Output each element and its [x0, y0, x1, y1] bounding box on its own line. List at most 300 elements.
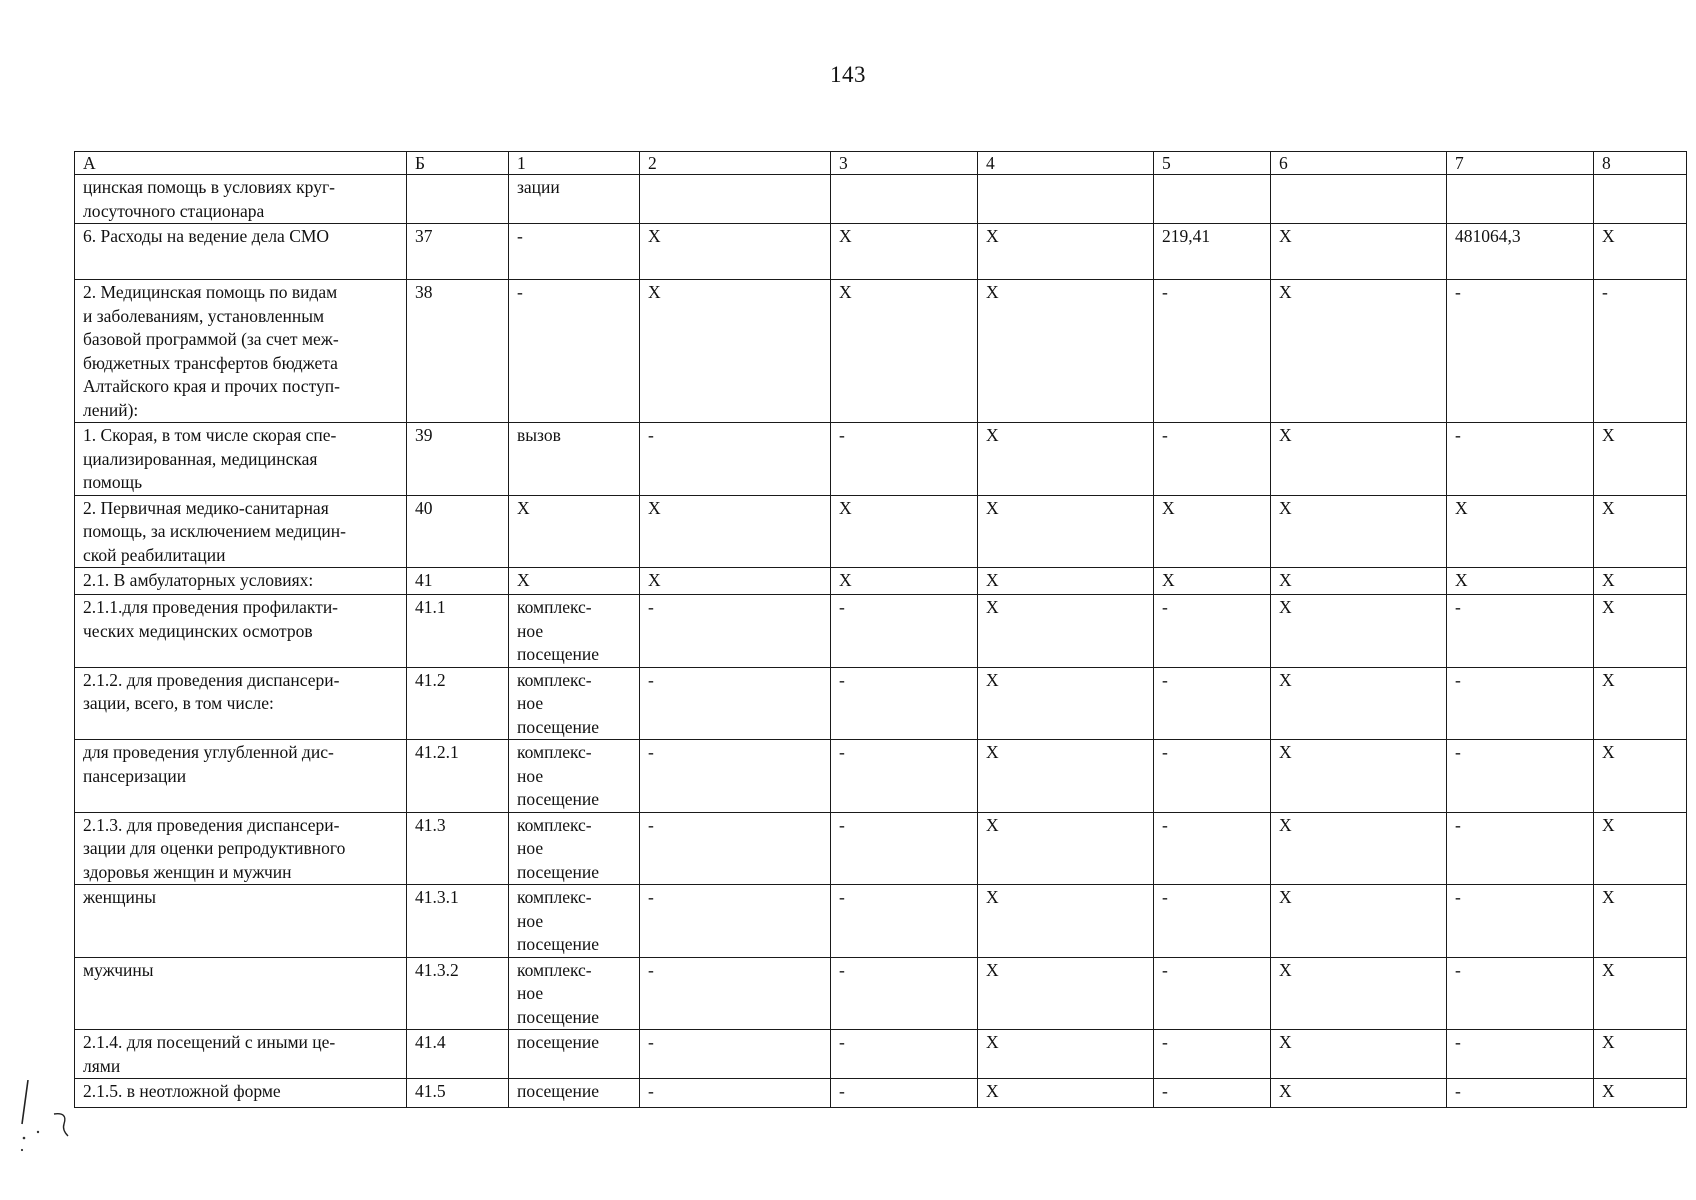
cell-col-7 — [1447, 175, 1594, 224]
handwritten-mark — [16, 1080, 76, 1160]
cell-text-line: комплекс- — [517, 887, 592, 907]
cell-col-8 — [1594, 224, 1687, 280]
cell-col-7 — [1447, 224, 1594, 280]
cell-col-6 — [1271, 423, 1447, 496]
cell-col-2 — [640, 740, 831, 813]
cell-text-line: - — [839, 887, 845, 907]
cell-text-line: X — [1602, 570, 1615, 590]
cell-line-code — [407, 175, 509, 224]
cell-col-4 — [978, 1030, 1154, 1079]
column-header: 8 — [1594, 152, 1687, 175]
cell-line-code — [407, 1030, 509, 1079]
cell-description — [75, 495, 407, 568]
cell-col-3 — [831, 1030, 978, 1079]
cell-text-line: - — [1455, 1081, 1461, 1101]
cell-col-2 — [640, 1079, 831, 1108]
cell-text-line: - — [1602, 282, 1608, 302]
cell-text-line: X — [648, 282, 661, 302]
cell-text-line: женщины — [83, 887, 156, 907]
cell-col-5 — [1154, 224, 1271, 280]
cell-col-4 — [978, 224, 1154, 280]
cell-unit — [509, 224, 640, 280]
cell-text-line: X — [1279, 282, 1292, 302]
cell-col-2 — [640, 280, 831, 423]
cell-text-line: комплекс- — [517, 742, 592, 762]
cell-text-line: X — [1602, 669, 1615, 690]
cell-col-5 — [1154, 423, 1271, 496]
cell-text-line: лений): — [83, 399, 139, 420]
cell-col-6 — [1271, 885, 1447, 958]
cell-text-line: - — [1455, 959, 1461, 980]
cell-text-line: 2. Первичная медико-санитарная — [83, 497, 329, 518]
cell-text-line: 2.1.5. в неотложной форме — [83, 1081, 281, 1101]
cell-text-line: Алтайского края и прочих поступ- — [83, 376, 340, 396]
cell-col-8 — [1594, 175, 1687, 224]
cell-text-line: - — [648, 814, 654, 835]
cell-col-8 — [1594, 1079, 1687, 1108]
cell-col-3 — [831, 423, 978, 496]
cell-text-line: X — [986, 597, 999, 617]
cell-text-line: посещение — [517, 716, 600, 737]
cell-text-line: - — [839, 1081, 845, 1101]
cell-col-8 — [1594, 740, 1687, 813]
cell-col-7 — [1447, 1079, 1594, 1108]
row-reproductive-dispensarization — [75, 812, 1687, 885]
cell-col-2 — [640, 885, 831, 958]
cell-text-line: ческих медицинских осмотров — [83, 620, 313, 641]
cell-line-code — [407, 280, 509, 423]
cell-description — [75, 957, 407, 1030]
cell-unit — [509, 280, 640, 423]
cell-line-code — [407, 885, 509, 958]
cell-col-6 — [1271, 224, 1447, 280]
cell-col-4 — [978, 568, 1154, 595]
cell-text-line: - — [1455, 887, 1461, 907]
table-body — [75, 175, 1687, 1108]
cell-text-line: 2. Медицинская помощь по видам — [83, 282, 338, 302]
cell-text-line: 2.1.3. для проведения диспансери- — [83, 814, 340, 835]
cell-text-line: X — [1162, 497, 1175, 518]
cell-text-line: комплекс- — [517, 597, 592, 617]
cell-text-line: X — [1455, 570, 1468, 590]
cell-text-line: зации, всего, в том числе: — [83, 693, 274, 713]
cell-text-line: X — [1279, 226, 1292, 246]
cell-text-line: 41.3.2 — [415, 959, 459, 980]
cell-text-line: - — [1162, 425, 1168, 445]
cell-text-line: X — [839, 226, 852, 246]
cell-col-4 — [978, 740, 1154, 813]
cell-text-line: 2.1.4. для посещений с иными це- — [83, 1032, 336, 1052]
cell-text-line: вызов — [517, 425, 561, 445]
cell-text-line: X — [986, 425, 999, 445]
cell-unit — [509, 495, 640, 568]
cell-text-line: 1. Скорая, в том числе скорая спе- — [83, 425, 337, 445]
cell-col-7 — [1447, 280, 1594, 423]
cell-text-line: посещение — [517, 644, 600, 664]
cell-text-line: X — [986, 570, 999, 590]
cell-text-line: пансеризации — [83, 765, 187, 786]
data-table — [74, 151, 1687, 1108]
cell-text-line: - — [839, 597, 845, 617]
cell-line-code — [407, 812, 509, 885]
cell-text-line: X — [986, 282, 999, 302]
cell-text-line: X — [1279, 597, 1292, 617]
cell-col-8 — [1594, 495, 1687, 568]
cell-col-6 — [1271, 957, 1447, 1030]
cell-text-line: - — [648, 669, 654, 690]
cell-text-line: - — [1162, 1081, 1168, 1101]
cell-text-line: ное — [517, 910, 544, 931]
cell-col-7 — [1447, 740, 1594, 813]
cell-col-5 — [1154, 957, 1271, 1030]
cell-text-line: 41.3 — [415, 814, 446, 835]
cell-text-line: - — [648, 1081, 654, 1101]
cell-col-2 — [640, 1030, 831, 1079]
cell-text-line: посещение — [517, 861, 600, 882]
cell-col-5 — [1154, 740, 1271, 813]
cell-col-5 — [1154, 667, 1271, 740]
cell-unit — [509, 667, 640, 740]
cell-col-7 — [1447, 568, 1594, 595]
cell-col-4 — [978, 595, 1154, 668]
cell-line-code — [407, 224, 509, 280]
cell-unit — [509, 595, 640, 668]
cell-text-line: X — [1279, 1032, 1292, 1052]
cell-col-4 — [978, 812, 1154, 885]
cell-col-5 — [1154, 1030, 1271, 1079]
cell-col-2 — [640, 812, 831, 885]
cell-text-line: посещение — [517, 1081, 600, 1101]
cell-text-line: - — [648, 1032, 654, 1052]
cell-text-line: X — [1279, 959, 1292, 980]
cell-col-8 — [1594, 957, 1687, 1030]
table-header-row — [75, 152, 1687, 175]
cell-col-7 — [1447, 667, 1594, 740]
cell-col-7 — [1447, 423, 1594, 496]
cell-text-line: X — [1162, 570, 1175, 590]
cell-text-line: X — [1602, 887, 1615, 907]
cell-text-line: X — [1279, 497, 1292, 518]
cell-text-line: 2.1.1.для проведения профилакти- — [83, 597, 339, 617]
cell-text-line: 41.2 — [415, 669, 446, 690]
cell-text-line: X — [1602, 959, 1615, 980]
cell-col-2 — [640, 423, 831, 496]
cell-description — [75, 423, 407, 496]
cell-description — [75, 568, 407, 595]
cell-unit — [509, 740, 640, 813]
cell-text-line: X — [1279, 1081, 1292, 1101]
cell-col-6 — [1271, 595, 1447, 668]
cell-text-line: X — [1602, 814, 1615, 835]
cell-col-8 — [1594, 423, 1687, 496]
cell-text-line: 2.1. В амбулаторных условиях: — [83, 570, 314, 590]
cell-line-code — [407, 667, 509, 740]
cell-col-8 — [1594, 885, 1687, 958]
column-header: 4 — [978, 152, 1154, 175]
cell-text-line: цинская помощь в условиях круг- — [83, 177, 335, 197]
cell-col-4 — [978, 885, 1154, 958]
row-smo-expenses — [75, 224, 1687, 280]
row-urgent-care — [75, 1079, 1687, 1108]
cell-col-5 — [1154, 595, 1271, 668]
cell-col-6 — [1271, 568, 1447, 595]
cell-text-line: 38 — [415, 282, 433, 302]
cell-col-6 — [1271, 280, 1447, 423]
cell-text-line: и заболеваниям, установленным — [83, 305, 325, 326]
cell-text-line: X — [1602, 597, 1615, 617]
row-primary-care — [75, 495, 1687, 568]
cell-text-line: X — [1279, 814, 1292, 835]
cell-text-line: базовой программой (за счет меж- — [83, 329, 339, 349]
cell-text-line: X — [1279, 425, 1292, 445]
cell-text-line: 2.1.2. для проведения диспансери- — [83, 669, 340, 690]
cell-text-line: - — [1162, 887, 1168, 907]
cell-text-line: - — [1455, 669, 1461, 690]
cell-description — [75, 595, 407, 668]
cell-text-line: ской реабилитации — [83, 544, 226, 565]
cell-text-line: X — [986, 814, 999, 835]
cell-text-line: 41.2.1 — [415, 742, 459, 762]
column-header: 7 — [1447, 152, 1594, 175]
cell-text-line: - — [648, 425, 654, 445]
cell-text-line: X — [1602, 1081, 1615, 1101]
cell-text-line: X — [986, 1032, 999, 1052]
cell-col-7 — [1447, 595, 1594, 668]
cell-text-line: - — [1455, 814, 1461, 835]
cell-text-line: зации — [517, 177, 560, 197]
cell-text-line: комплекс- — [517, 669, 592, 690]
cell-col-6 — [1271, 175, 1447, 224]
cell-text-line: посещение — [517, 789, 600, 809]
column-header: А — [75, 152, 407, 175]
cell-text-line: X — [1602, 742, 1615, 762]
cell-text-line: лосуточного стационара — [83, 200, 265, 221]
cell-text-line: комплекс- — [517, 959, 592, 980]
cell-col-2 — [640, 224, 831, 280]
cell-col-7 — [1447, 957, 1594, 1030]
cell-col-6 — [1271, 1079, 1447, 1108]
cell-col-4 — [978, 957, 1154, 1030]
cell-text-line: X — [517, 497, 530, 518]
cell-text-line: посещение — [517, 934, 600, 954]
cell-text-line: - — [648, 742, 654, 762]
row-continuation — [75, 175, 1687, 224]
cell-text-line: X — [986, 959, 999, 980]
cell-col-5 — [1154, 280, 1271, 423]
cell-description — [75, 1030, 407, 1079]
cell-text-line: - — [1162, 814, 1168, 835]
row-deep-dispensarization — [75, 740, 1687, 813]
cell-text-line: 41.1 — [415, 597, 446, 617]
cell-text-line: - — [1162, 282, 1168, 302]
cell-text-line: X — [648, 497, 661, 518]
cell-col-3 — [831, 495, 978, 568]
cell-col-3 — [831, 280, 978, 423]
cell-text-line: помощь — [83, 472, 143, 492]
cell-text-line: - — [839, 1032, 845, 1052]
cell-text-line: - — [1162, 742, 1168, 762]
cell-text-line: ное — [517, 693, 544, 713]
column-header: 3 — [831, 152, 978, 175]
cell-text-line: - — [517, 226, 523, 246]
cell-text-line: X — [1279, 742, 1292, 762]
cell-line-code — [407, 568, 509, 595]
cell-col-2 — [640, 568, 831, 595]
cell-text-line: ное — [517, 765, 544, 786]
row-men — [75, 957, 1687, 1030]
cell-col-3 — [831, 175, 978, 224]
cell-col-4 — [978, 667, 1154, 740]
cell-text-line: X — [986, 226, 999, 246]
cell-col-8 — [1594, 667, 1687, 740]
cell-text-line: X — [1602, 1032, 1615, 1052]
cell-text-line: X — [986, 497, 999, 518]
cell-text-line: X — [648, 226, 661, 246]
row-preventive-checkups — [75, 595, 1687, 668]
cell-text-line: X — [839, 282, 852, 302]
column-header: Б — [407, 152, 509, 175]
cell-col-7 — [1447, 495, 1594, 568]
cell-col-2 — [640, 495, 831, 568]
cell-text-line: - — [648, 959, 654, 980]
cell-text-line: X — [986, 742, 999, 762]
cell-text-line: - — [1162, 597, 1168, 617]
cell-col-3 — [831, 568, 978, 595]
cell-description — [75, 1079, 407, 1108]
cell-line-code — [407, 957, 509, 1030]
cell-description — [75, 885, 407, 958]
cell-text-line: посещение — [517, 1032, 600, 1052]
cell-unit — [509, 568, 640, 595]
cell-line-code — [407, 1079, 509, 1108]
cell-col-4 — [978, 280, 1154, 423]
cell-text-line: ное — [517, 620, 544, 641]
cell-col-6 — [1271, 1030, 1447, 1079]
cell-col-8 — [1594, 595, 1687, 668]
cell-text-line: - — [839, 814, 845, 835]
cell-col-5 — [1154, 495, 1271, 568]
cell-text-line: лями — [83, 1055, 121, 1076]
cell-col-8 — [1594, 568, 1687, 595]
cell-col-6 — [1271, 667, 1447, 740]
cell-col-7 — [1447, 885, 1594, 958]
cell-text-line: 37 — [415, 226, 433, 246]
cell-col-2 — [640, 175, 831, 224]
cell-col-5 — [1154, 175, 1271, 224]
cell-col-4 — [978, 175, 1154, 224]
cell-text-line: - — [839, 959, 845, 980]
cell-text-line: помощь, за исключением медицин- — [83, 521, 346, 541]
cell-unit — [509, 1079, 640, 1108]
cell-col-3 — [831, 1079, 978, 1108]
cell-text-line: ное — [517, 983, 544, 1003]
cell-description — [75, 812, 407, 885]
row-base-program — [75, 280, 1687, 423]
cell-description — [75, 740, 407, 813]
cell-col-6 — [1271, 812, 1447, 885]
cell-text-line: - — [1455, 282, 1461, 302]
row-other-visits — [75, 1030, 1687, 1079]
cell-col-3 — [831, 957, 978, 1030]
cell-text-line: комплекс- — [517, 814, 592, 835]
cell-col-2 — [640, 667, 831, 740]
cell-col-4 — [978, 495, 1154, 568]
cell-text-line: 41 — [415, 570, 433, 590]
cell-text-line: - — [1455, 597, 1461, 617]
cell-text-line: X — [986, 1081, 999, 1101]
cell-text-line: 41.3.1 — [415, 887, 459, 907]
cell-text-line: ное — [517, 838, 544, 858]
cell-text-line: - — [1162, 959, 1168, 980]
cell-col-8 — [1594, 280, 1687, 423]
cell-description — [75, 175, 407, 224]
cell-col-3 — [831, 885, 978, 958]
cell-text-line: зации для оценки репродуктивного — [83, 838, 346, 858]
cell-text-line: X — [1602, 226, 1615, 246]
cell-col-4 — [978, 1079, 1154, 1108]
cell-description — [75, 224, 407, 280]
cell-col-6 — [1271, 740, 1447, 813]
cell-unit — [509, 812, 640, 885]
cell-line-code — [407, 740, 509, 813]
cell-text-line: X — [517, 570, 530, 590]
cell-col-7 — [1447, 812, 1594, 885]
cell-text-line: X — [986, 887, 999, 907]
cell-text-line: мужчины — [83, 959, 154, 980]
cell-text-line: X — [839, 570, 852, 590]
cell-text-line: 41.5 — [415, 1081, 446, 1101]
cell-unit — [509, 423, 640, 496]
cell-text-line: X — [1279, 887, 1292, 907]
cell-text-line: бюджетных трансфертов бюджета — [83, 352, 338, 373]
cell-text-line: X — [648, 570, 661, 590]
cell-text-line: X — [1602, 497, 1615, 518]
cell-description — [75, 280, 407, 423]
cell-col-3 — [831, 667, 978, 740]
cell-text-line: 39 — [415, 425, 433, 445]
cell-col-2 — [640, 595, 831, 668]
cell-col-6 — [1271, 495, 1447, 568]
cell-line-code — [407, 423, 509, 496]
row-women — [75, 885, 1687, 958]
cell-col-5 — [1154, 1079, 1271, 1108]
cell-unit — [509, 175, 640, 224]
column-header: 6 — [1271, 152, 1447, 175]
cell-text-line: циализированная, медицинская — [83, 448, 318, 469]
cell-text-line: 219,41 — [1162, 226, 1211, 246]
cell-text-line: - — [839, 742, 845, 762]
cell-text-line: - — [1162, 1032, 1168, 1052]
cell-text-line: здоровья женщин и мужчин — [83, 861, 292, 882]
column-header: 1 — [509, 152, 640, 175]
cell-text-line: X — [1279, 669, 1292, 690]
cell-text-line: X — [1455, 497, 1468, 518]
cell-line-code — [407, 495, 509, 568]
cell-text-line: - — [839, 425, 845, 445]
cell-text-line: - — [1455, 1032, 1461, 1052]
column-header: 2 — [640, 152, 831, 175]
cell-col-3 — [831, 224, 978, 280]
cell-text-line: для проведения углубленной дис- — [83, 742, 334, 762]
cell-line-code — [407, 595, 509, 668]
cell-text-line: 6. Расходы на ведение дела СМО — [83, 226, 330, 246]
row-ambulance — [75, 423, 1687, 496]
cell-unit — [509, 1030, 640, 1079]
cell-unit — [509, 885, 640, 958]
cell-col-5 — [1154, 885, 1271, 958]
cell-text-line: - — [1162, 669, 1168, 690]
cell-col-3 — [831, 740, 978, 813]
